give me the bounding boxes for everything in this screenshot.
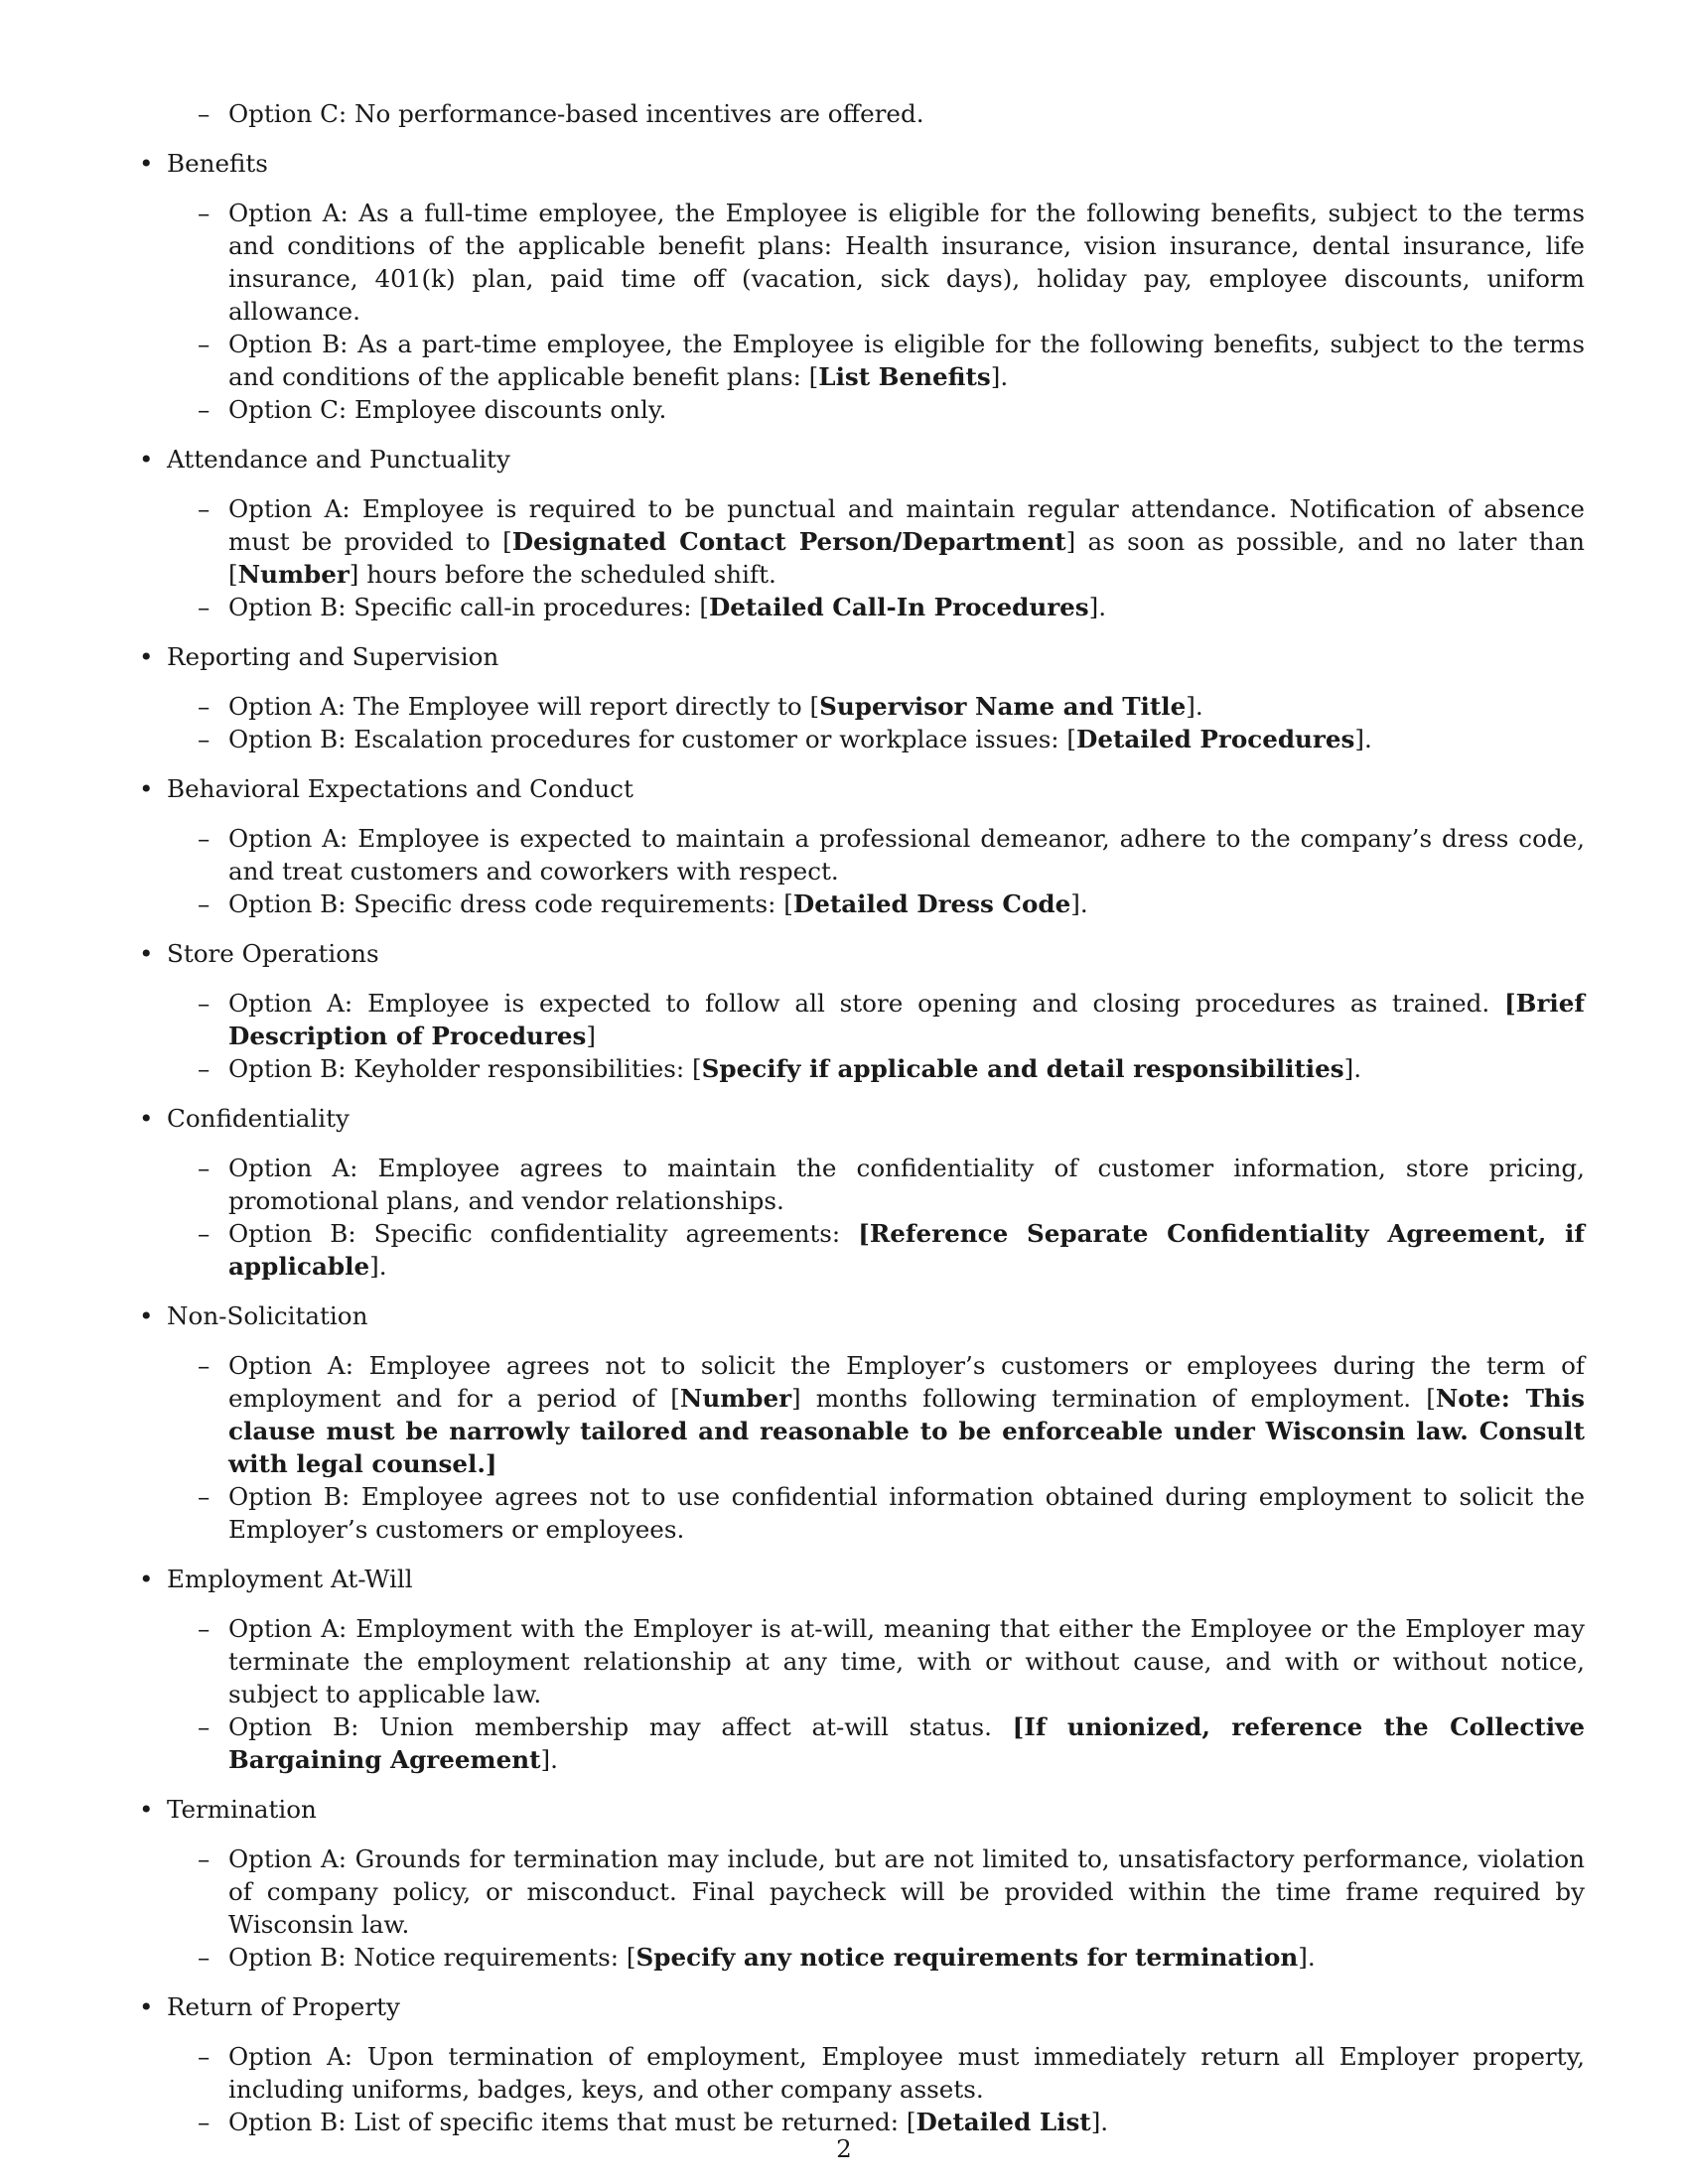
- option-list: [139, 2040, 1585, 2138]
- placeholder-text: Designated Contact Person/Department: [511, 527, 1066, 556]
- option-item: [228, 328, 1585, 393]
- option-item: [228, 1217, 1585, 1283]
- placeholder-text: Specify any notice requirements for termination: [635, 1943, 1299, 1972]
- option-item: [228, 2040, 1585, 2106]
- option-list: [139, 822, 1585, 920]
- option-text: ].: [1354, 725, 1372, 753]
- option-item: [228, 723, 1585, 755]
- option-item: [228, 197, 1585, 328]
- option-text: Option B: Escalation procedures for customer or workplace issues: [: [228, 725, 1077, 753]
- option-text: Option A: Employee is required to be punctual and maintain regular attendance. Notification of absence must be provided to [: [228, 494, 1585, 556]
- option-text: Option B: Specific dress code requirements: [: [228, 889, 793, 918]
- option-item: [228, 822, 1585, 887]
- option-text: Option B: As a part-time employee, the Employee is eligible for the following benefits, subject to the terms and conditions of the applicable benefit plans: [: [228, 330, 1585, 391]
- section-reporting-and-supervision: [139, 640, 1585, 755]
- section-termination: [139, 1793, 1585, 1974]
- placeholder-text: Number: [679, 1384, 792, 1413]
- section-title: • Return of Property: [139, 1990, 1585, 2023]
- placeholder-text: [Reference Separate Confidentiality Agreement, if applicable: [228, 1219, 1585, 1281]
- option-item: [228, 987, 1585, 1052]
- section-title: • Reporting and Supervision: [139, 640, 1585, 673]
- section-title: • Termination: [139, 1793, 1585, 1826]
- option-list: [139, 1349, 1585, 1546]
- option-text: Option B: Specific call-in procedures: [: [228, 593, 709, 621]
- option-item: [228, 591, 1585, 623]
- option-item: [228, 690, 1585, 723]
- option-list: [139, 1843, 1585, 1974]
- placeholder-text: Detailed List: [915, 2108, 1091, 2136]
- option-list: [139, 492, 1585, 623]
- option-text: Option B: Union membership may affect at-will status.: [228, 1712, 1013, 1741]
- section-benefits: [139, 147, 1585, 426]
- placeholder-text: [Brief Description of Procedures: [228, 989, 1585, 1050]
- section-return-of-property: [139, 1990, 1585, 2138]
- placeholder-text: [If unionized, reference the Collective Bargaining Agreement: [228, 1712, 1586, 1774]
- option-list: [139, 690, 1585, 755]
- option-item: [228, 393, 1585, 426]
- section-title: • Employment At-Will: [139, 1563, 1585, 1595]
- option-text: Option A: Employee agrees not to solicit the Employer’s customers or employees during the term of employment and for a period of [: [228, 1351, 1585, 1413]
- option-text: ].: [990, 362, 1009, 391]
- option-item: [228, 1843, 1585, 1941]
- page-number: 2: [836, 2134, 852, 2163]
- section-title: • Attendance and Punctuality: [139, 443, 1585, 476]
- option-text: Option A: Employee is expected to maintain a professional demeanor, adhere to the company’s dress code, and treat customers and coworkers with respect.: [228, 824, 1585, 886]
- option-text: ].: [540, 1745, 558, 1774]
- section-title: • Non-Solicitation: [139, 1299, 1585, 1332]
- placeholder-text: Number: [237, 560, 350, 589]
- section-title: • Behavioral Expectations and Conduct: [139, 772, 1585, 805]
- section-store-operations: [139, 937, 1585, 1085]
- placeholder-text: Note: This clause must be narrowly tailored and reasonable to be enforceable under Wisconsin law. Consult with legal counsel.]: [228, 1384, 1585, 1478]
- section-title: • Store Operations: [139, 937, 1585, 970]
- option-list: [139, 197, 1585, 426]
- option-text: Option A: Employment with the Employer is at-will, meaning that either the Employee or the Employer may terminate the employment relationship at any time, with or without cause, and with or without notice, subject to applicable law.: [228, 1614, 1585, 1708]
- option-text: Option B: Keyholder responsibilities: [: [228, 1054, 702, 1083]
- option-text: ]: [586, 1022, 597, 1050]
- placeholder-text: Specify if applicable and detail responsibilities: [701, 1054, 1344, 1083]
- placeholder-text: Detailed Procedures: [1076, 725, 1355, 753]
- placeholder-text: Detailed Call-In Procedures: [708, 593, 1089, 621]
- option-text: Option C: No performance-based incentives are offered.: [228, 99, 924, 128]
- option-text: Option B: Specific confidentiality agreements:: [228, 1219, 859, 1248]
- section-list: [139, 147, 1585, 2138]
- option-item: [228, 887, 1585, 920]
- document-body: [139, 97, 1585, 2138]
- option-text: Option A: The Employee will report directly to [: [228, 692, 820, 721]
- option-item: [228, 492, 1585, 591]
- option-item: [228, 1349, 1585, 1480]
- section-title: • Confidentiality: [139, 1102, 1585, 1135]
- option-text: ] hours before the scheduled shift.: [349, 560, 776, 589]
- continued-options: [139, 97, 1585, 130]
- option-text: Option A: Upon termination of employment, Employee must immediately return all Employer property, including uniforms, badges, keys, and other company assets.: [228, 2042, 1585, 2104]
- option-text: Option A: Employee is expected to follow all store opening and closing procedures as trained.: [228, 989, 1505, 1018]
- option-item: [228, 97, 1585, 130]
- option-text: ].: [1090, 2108, 1109, 2136]
- option-item: [228, 1941, 1585, 1974]
- placeholder-text: Detailed Dress Code: [792, 889, 1071, 918]
- option-text: ].: [1186, 692, 1203, 721]
- option-item: [228, 1480, 1585, 1546]
- placeholder-text: Supervisor Name and Title: [819, 692, 1187, 721]
- option-text: ].: [1343, 1054, 1362, 1083]
- option-text: Option C: Employee discounts only.: [228, 395, 667, 424]
- section-confidentiality: [139, 1102, 1585, 1283]
- option-text: Option B: Notice requirements: [: [228, 1943, 636, 1972]
- option-list: [139, 1612, 1585, 1776]
- section-attendance-and-punctuality: [139, 443, 1585, 623]
- placeholder-text: List Benefits: [818, 362, 991, 391]
- option-text: ].: [369, 1252, 387, 1281]
- option-text: ].: [1088, 593, 1107, 621]
- option-list: [139, 1152, 1585, 1283]
- section-employment-at-will: [139, 1563, 1585, 1776]
- option-text: ].: [1070, 889, 1088, 918]
- option-text: Option A: Employee agrees to maintain the confidentiality of customer information, store pricing, promotional plans, and vendor relationships.: [228, 1154, 1585, 1215]
- option-text: Option A: Grounds for termination may include, but are not limited to, unsatisfactory performance, violation of company policy, or misconduct. Final paycheck will be provided within the time frame required by Wisconsin law.: [228, 1844, 1585, 1939]
- option-text: ] months following termination of employment. [: [791, 1384, 1436, 1413]
- section-non-solicitation: [139, 1299, 1585, 1546]
- option-item: [228, 1612, 1585, 1710]
- option-text: ] as soon as possible, and no later than [: [228, 527, 1585, 589]
- section-behavioral-expectations-and-conduct: [139, 772, 1585, 920]
- option-item: [228, 1052, 1585, 1085]
- option-list: [139, 987, 1585, 1085]
- option-item: [228, 1710, 1585, 1776]
- option-text: ].: [1298, 1943, 1316, 1972]
- option-text: Option A: As a full-time employee, the Employee is eligible for the following benefits, subject to the terms and conditions of the applicable benefit plans: Health insurance, vision insurance, dental insurance, life insurance, 401(k) plan, paid time off (vacation, sick days), holiday pay, employee discounts, uniform allowance.: [228, 199, 1585, 326]
- option-text: Option B: Employee agrees not to use confidential information obtained during employment to solicit the Employer’s customers or employees.: [228, 1482, 1585, 1544]
- option-item: [228, 1152, 1585, 1217]
- section-title: • Benefits: [139, 147, 1585, 180]
- option-text: Option B: List of specific items that must be returned: [: [228, 2108, 916, 2136]
